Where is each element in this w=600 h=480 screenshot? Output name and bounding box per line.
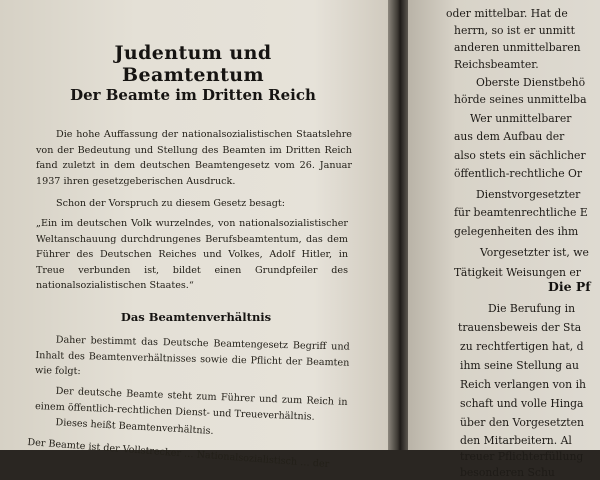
right-page bbox=[408, 0, 600, 479]
page-title: Judentum und Beamtentum bbox=[114, 42, 272, 86]
text-line: Tätigkeit Weisungen er bbox=[454, 266, 581, 279]
text-line: Vorgesetzter ist, we bbox=[480, 246, 589, 259]
text-line: Oberste Dienstbehö bbox=[476, 76, 586, 89]
text-line: für beamtenrechtliche E bbox=[454, 206, 588, 219]
text-line: Dienstvorgesetzter bbox=[476, 188, 581, 201]
text-line: gelegenheiten des ihm bbox=[454, 225, 579, 238]
text-line: schaft und volle Hinga bbox=[460, 397, 584, 410]
cutoff-paragraph: Der Beamte ist der Vollstrecker … Nationalsozialistisch … der bbox=[27, 436, 330, 471]
text-line: Die Berufung in bbox=[488, 302, 576, 315]
intro-paragraph: Die hohe Auffassung der nationalsozialistischen Staatslehre von der Bedeutung und Stellung des Beamten im Dritten Reich fand zuletzt in dem deutschen Beamtengesetz vom 26. Januar 1937 ihren gesetzgeberischen Ausdruck. bbox=[36, 129, 352, 187]
preamble-intro: Schon der Vorspruch zu diesem Gesetz besagt: bbox=[56, 198, 285, 209]
text-line: zu rechtfertigen hat, d bbox=[460, 340, 584, 353]
section-heading: Das Beamtenverhältnis bbox=[120, 310, 272, 324]
law-quote: „Ein im deutschen Volk wurzelndes, von nationalsozialistischer Weltanschauung durchdrungenes Berufsbeamtentum, das dem Führer des Deutschen Reiches und Volkes, Adolf Hitler, in Treue verbunden ist, bildet einen Grundpfeiler des nationalsozialistischen Staates.“ bbox=[36, 218, 348, 292]
text-line: Reichsbeamter. bbox=[454, 58, 539, 71]
text-line: besonderen Schu bbox=[460, 466, 555, 479]
text-line: Reich verlangen von ih bbox=[460, 378, 586, 391]
book-gutter bbox=[388, 0, 410, 450]
text-line: trauensbeweis der Sta bbox=[458, 321, 582, 334]
text-line: anderen unmittelbaren bbox=[454, 41, 581, 54]
text-line: oder mittelbar. Hat de bbox=[446, 7, 568, 20]
section-heading-right: Die Pf bbox=[548, 279, 591, 294]
definition-note: Dieses heißt Beamtenverhältnis. bbox=[55, 417, 214, 437]
text-line: also stets ein sächlicher bbox=[454, 149, 586, 162]
text-line: treuer Pflichterfüllung bbox=[460, 450, 584, 463]
definition-paragraph: Der deutsche Beamte steht zum Führer und zum Reich in einem öffentlich-rechtlichen Dienst- und Treueverhältnis. bbox=[34, 385, 348, 423]
section-paragraph: Daher bestimmt das Deutsche Beamtengesetz Begriff und Inhalt des Beamtenverhältnisses sowie die Pflicht der Beamten wie folgt: bbox=[34, 334, 350, 378]
text-line: Wer unmittelbarer bbox=[470, 112, 572, 125]
text-line: ihm seine Stellung au bbox=[460, 359, 579, 372]
text-line: aus dem Aufbau der bbox=[454, 130, 565, 143]
text-line: den Mitarbeitern. Al bbox=[460, 434, 572, 447]
text-line: herrn, so ist er unmitt bbox=[454, 24, 575, 37]
text-line: über den Vorgesetzten bbox=[460, 416, 584, 429]
text-line: öffentlich-rechtliche Or bbox=[454, 167, 583, 180]
page-subtitle: Der Beamte im Dritten Reich bbox=[70, 86, 316, 104]
text-line: hörde seines unmittelba bbox=[454, 93, 587, 106]
